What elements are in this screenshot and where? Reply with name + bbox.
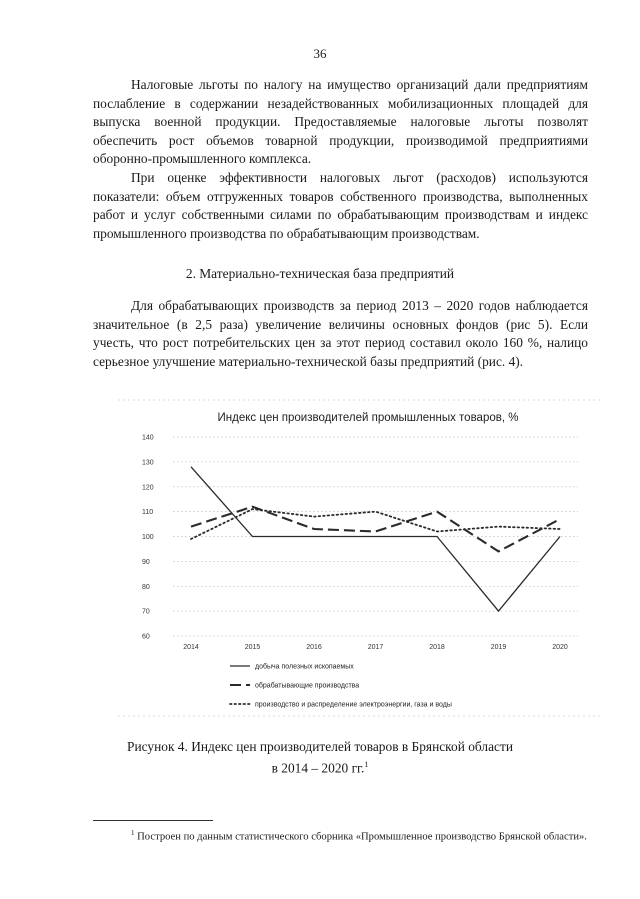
paragraph-1: Налоговые льготы по налогу на имущество организаций дали предприятиям послабление в содержании незадействованных мобилизационных площадей для выпуска военной продукции. Предоставляемые налоговые льготы позволят обеспечить рост объемов товарной продукции, производимой предприятиями оборонно-промышленного комплекса.	[93, 77, 588, 167]
caption-line-2: в 2014 – 2020 гг.	[271, 760, 365, 776]
body-text-middle	[93, 297, 588, 371]
paragraph-3: Для обрабатывающих производств за период 2013 – 2020 годов наблюдается значительное (в 2,5 раза) увеличение величины основных фондов (рис 5). Если учесть, что рост потребительских цен за этот период составил около 160 %, налицо серьезное улучшение материально-технической базы предприятий (рис. 4).	[93, 298, 588, 369]
footnote	[93, 826, 588, 845]
legend-label: обрабатывающие производства	[255, 682, 360, 690]
x-tick-label: 2014	[183, 644, 199, 651]
x-tick-label: 2018	[429, 644, 445, 651]
chart-title: Индекс цен производителей промышленных товаров, %	[217, 412, 519, 424]
page-number: 36	[313, 46, 327, 61]
y-tick-label: 140	[142, 434, 154, 442]
series-line-utilities	[191, 509, 560, 539]
y-tick-label: 90	[142, 558, 150, 566]
paragraph-2: При оценке эффективности налоговых льгот (расходов) используются показатели: объем отгруженных товаров собственного производства, выполненных работ и услуг собственными силами по обрабатывающим производствам и индекс промышленного производства по обрабатывающим производствам.	[93, 169, 588, 241]
y-tick-label: 70	[142, 608, 150, 616]
y-tick-label: 100	[142, 534, 154, 541]
caption-line-2-wrap	[0, 756, 640, 777]
y-tick-label: 80	[142, 583, 150, 591]
legend-label: добыча полезных ископаемых	[255, 663, 354, 671]
x-tick-label: 2016	[306, 644, 322, 651]
y-tick-label: 60	[142, 633, 150, 641]
legend-label: производство и распределение электроэнергии, газа и воды	[255, 701, 452, 709]
x-tick-label: 2019	[490, 644, 507, 651]
series-line-mining	[191, 467, 560, 611]
footnote-text: Построен по данным статистического сборника «Промышленное производство Брянской области».	[137, 831, 587, 843]
footnote-divider	[93, 820, 213, 821]
line-chart	[118, 398, 603, 720]
caption-line-1: Рисунок 4. Индекс цен производителей товаров в Брянской области	[127, 739, 513, 754]
caption-footnote-marker: 1	[364, 760, 369, 769]
figure-caption	[0, 738, 640, 777]
section-heading: 2. Материально-техническая база предприятий	[185, 266, 455, 281]
x-tick-label: 2015	[244, 644, 261, 651]
footnote-marker: 1	[131, 829, 135, 837]
x-tick-label: 2017	[367, 644, 384, 651]
body-text-top	[93, 76, 588, 243]
y-tick-label: 130	[142, 459, 154, 467]
y-tick-label: 110	[142, 509, 154, 517]
x-tick-label: 2020	[552, 644, 568, 651]
y-tick-label: 120	[142, 484, 154, 492]
chart-figure	[118, 398, 603, 720]
